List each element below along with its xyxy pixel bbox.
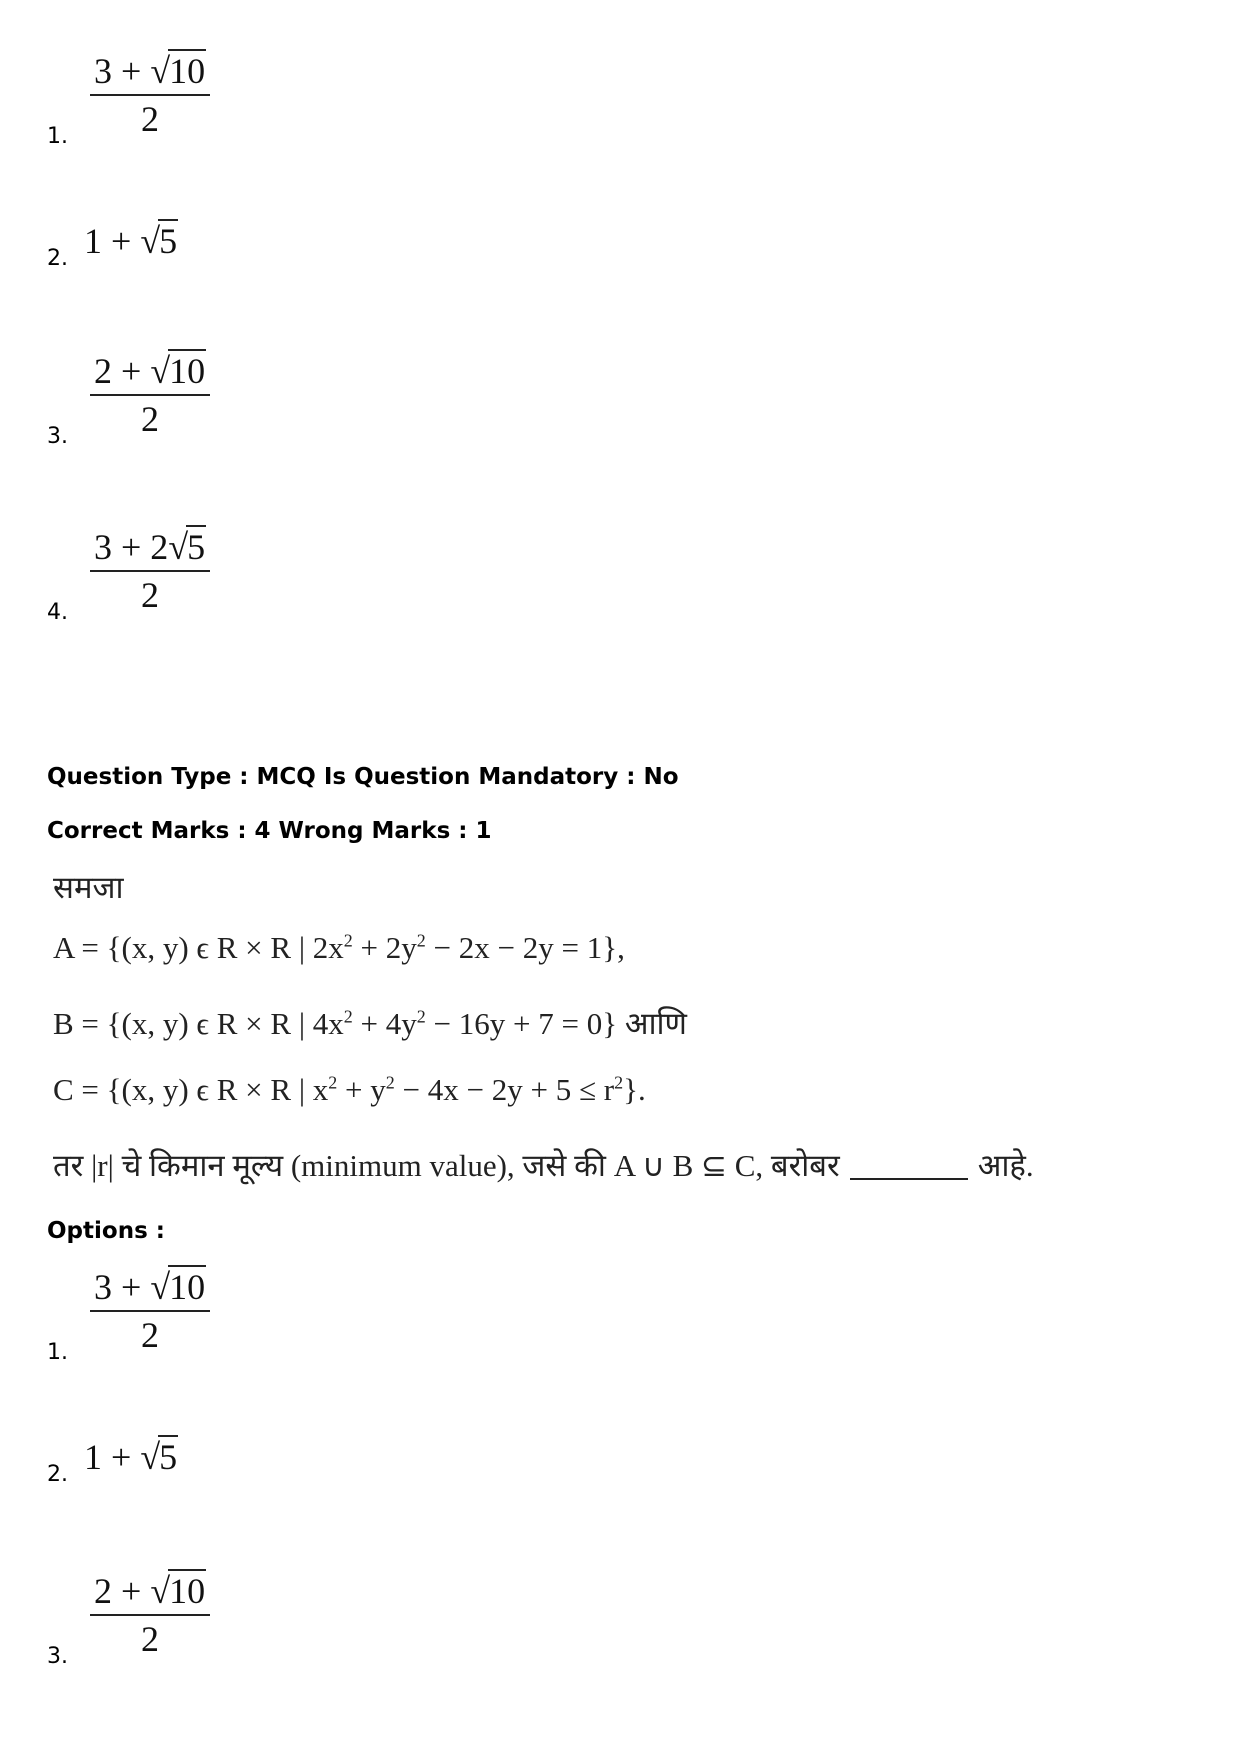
fraction-expression: 3 + √10 2 <box>90 1266 210 1356</box>
fraction-expression: 2 + √10 2 <box>90 350 210 440</box>
sum-expression: 1 + √5 <box>84 1437 178 1477</box>
option-number: 4. <box>47 600 68 625</box>
option-number: 1. <box>47 1340 68 1365</box>
question-statement: तर |r| चे किमान मूल्य (minimum value), जसे की A ∪ B ⊆ C, बरोबर आहे. <box>53 1148 1034 1183</box>
option-number: 1. <box>47 124 68 149</box>
question-type-line: Question Type : MCQ Is Question Mandatory : No <box>47 764 679 790</box>
fraction-expression: 2 + √10 2 <box>90 1570 210 1660</box>
option-number: 2. <box>47 1462 68 1487</box>
fraction-expression: 3 + √10 2 <box>90 50 210 140</box>
marks-line: Correct Marks : 4 Wrong Marks : 1 <box>47 818 492 844</box>
option-number: 2. <box>47 246 68 271</box>
option-number: 3. <box>47 1644 68 1669</box>
sum-expression: 1 + √5 <box>84 221 178 261</box>
option-number: 3. <box>47 424 68 449</box>
answer-blank <box>850 1178 968 1180</box>
question-intro: समजा <box>53 870 124 905</box>
set-c-definition: C = {(x, y) ϵ R × R | $x^2 + y^2 - 4x - 2y + 5 \le r^2$}. <box>53 1072 646 1107</box>
options-label: Options : <box>47 1218 165 1244</box>
fraction-expression: 3 + 2√5 2 <box>90 526 210 616</box>
set-b-definition: B = {(x, y) ϵ R × R | $4x^2 + 4y^2 - 16y + 7 = 0$} आणि <box>53 1006 687 1041</box>
set-a-definition: A = {(x, y) ϵ R × R | $2x^2 + 2y^2 - 2x - 2y = 1$}, <box>53 930 625 965</box>
